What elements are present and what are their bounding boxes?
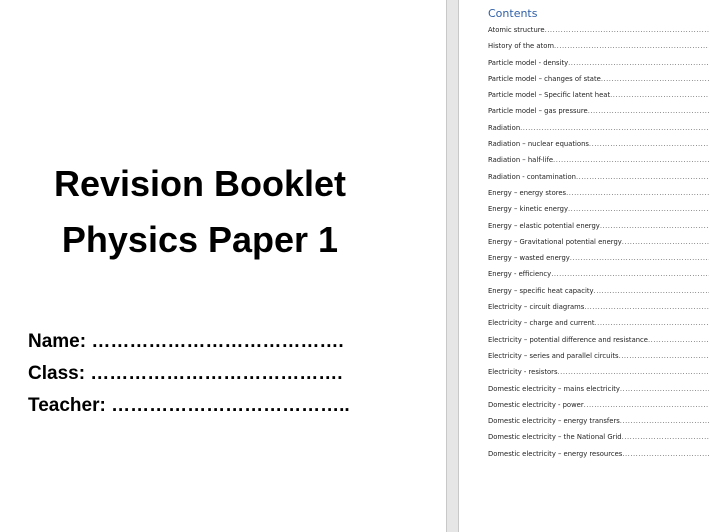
- toc-leader-dots: [554, 42, 709, 50]
- toc-leader-dots: [584, 401, 709, 409]
- toc-entry[interactable]: [488, 336, 709, 352]
- toc-entry-label: Energy – kinetic energy: [488, 205, 568, 214]
- toc-entry-label: Electricity - resistors: [488, 368, 558, 377]
- toc-leader-dots: [570, 254, 709, 262]
- toc-leader-dots: [553, 156, 709, 164]
- toc-leader-dots: [622, 433, 709, 441]
- toc-entry[interactable]: [488, 59, 709, 75]
- toc-entry-label: History of the atom: [488, 42, 554, 51]
- name-field: Name: ………………………………….: [28, 331, 344, 352]
- toc-entry-label: Energy – elastic potential energy: [488, 221, 600, 230]
- cover-title-line-1: Revision Booklet: [53, 163, 347, 204]
- toc-leader-dots: [584, 303, 709, 311]
- contents-page: [459, 0, 709, 532]
- toc-entry-label: Electricity – potential difference and resistance: [488, 335, 648, 344]
- toc-leader-dots: [620, 417, 709, 425]
- toc-entry-label: Particle model – Specific latent heat: [488, 91, 611, 100]
- toc-leader-dots: [594, 287, 709, 295]
- toc-entry[interactable]: [488, 91, 709, 107]
- toc-entry-label: Energy – Gravitational potential energy: [488, 237, 622, 246]
- toc-entry[interactable]: [488, 352, 709, 368]
- toc-leader-dots: [520, 124, 709, 132]
- toc-leader-dots: [622, 238, 709, 246]
- toc-leader-dots: [600, 222, 709, 230]
- toc-leader-dots: [566, 189, 709, 197]
- class-field: Class: ………………………………….: [28, 363, 343, 384]
- toc-entry[interactable]: [488, 173, 709, 189]
- toc-entry[interactable]: [488, 303, 709, 319]
- toc-entry[interactable]: [488, 205, 709, 221]
- toc-entry-label: Energy – wasted energy: [488, 254, 570, 263]
- toc-entry[interactable]: [488, 270, 709, 286]
- toc-leader-dots: [595, 319, 709, 327]
- cover-title-line-2: Physics Paper 1: [61, 219, 339, 260]
- toc-entry[interactable]: [488, 124, 709, 140]
- toc-entry[interactable]: [488, 319, 709, 335]
- student-details: [28, 326, 350, 422]
- toc-leader-dots: [545, 26, 709, 34]
- toc-entry[interactable]: [488, 26, 709, 42]
- toc-leader-dots: [568, 59, 709, 67]
- toc-entry[interactable]: [488, 222, 709, 238]
- toc-entry[interactable]: [488, 238, 709, 254]
- toc-leader-dots: [588, 107, 709, 115]
- toc-leader-dots: [568, 205, 709, 213]
- toc-entry[interactable]: [488, 450, 709, 466]
- toc-entry[interactable]: [488, 385, 709, 401]
- toc-leader-dots: [622, 450, 709, 458]
- toc-entry-label: Domestic electricity - power: [488, 400, 584, 409]
- toc-leader-dots: [589, 140, 709, 148]
- toc-entry-label: Electricity – charge and current: [488, 319, 595, 328]
- toc-entry[interactable]: [488, 433, 709, 449]
- toc-entry[interactable]: [488, 189, 709, 205]
- page-gutter: [446, 0, 459, 532]
- toc-entry-label: Domestic electricity – energy transfers: [488, 417, 620, 426]
- toc-leader-dots: [551, 270, 709, 278]
- toc-entry-label: Domestic electricity – mains electricity: [488, 384, 620, 393]
- toc-leader-dots: [619, 352, 709, 360]
- toc-entry-label: Radiation: [488, 123, 521, 132]
- toc-entry-label: Electricity – series and parallel circuits: [488, 351, 619, 360]
- toc-entry-label: Radiation – half-life: [488, 156, 554, 165]
- toc-entry[interactable]: [488, 368, 709, 384]
- toc-leader-dots: [610, 91, 709, 99]
- toc-leader-dots: [620, 385, 709, 393]
- toc-entry-label: Radiation – nuclear equations: [488, 140, 589, 149]
- toc-entry[interactable]: [488, 107, 709, 123]
- toc-entry[interactable]: [488, 75, 709, 91]
- toc-entry-label: Atomic structure: [488, 26, 545, 34]
- teacher-field: Teacher: ………………………………..: [28, 395, 350, 416]
- cover-title: [0, 156, 400, 268]
- toc-entry-label: Particle model – changes of state: [488, 74, 601, 83]
- toc-entry-label: Energy – energy stores: [488, 188, 567, 197]
- toc-entry[interactable]: [488, 140, 709, 156]
- toc-entry-label: Energy - efficiency: [488, 270, 552, 279]
- toc-entry-label: Domestic electricity – the National Grid: [488, 433, 622, 442]
- toc-entry[interactable]: [488, 417, 709, 433]
- toc-entry[interactable]: [488, 254, 709, 270]
- toc-entry[interactable]: [488, 401, 709, 417]
- toc-entry[interactable]: [488, 42, 709, 58]
- toc-entry-label: Particle model - density: [488, 58, 569, 67]
- contents-heading: Contents: [488, 7, 538, 20]
- toc-entry-label: Electricity – circuit diagrams: [488, 303, 585, 312]
- toc-entry[interactable]: [488, 156, 709, 172]
- toc-leader-dots: [576, 173, 709, 181]
- table-of-contents: [488, 26, 709, 466]
- toc-leader-dots: [558, 368, 709, 376]
- toc-entry[interactable]: [488, 287, 709, 303]
- toc-entry-label: Domestic electricity – energy resources: [488, 449, 623, 458]
- toc-entry-label: Radiation - contamination: [488, 172, 576, 181]
- toc-entry-label: Particle model – gas pressure: [488, 107, 588, 116]
- toc-entry-label: Energy – specific heat capacity: [488, 286, 594, 295]
- toc-leader-dots: [648, 336, 709, 344]
- toc-leader-dots: [601, 75, 709, 83]
